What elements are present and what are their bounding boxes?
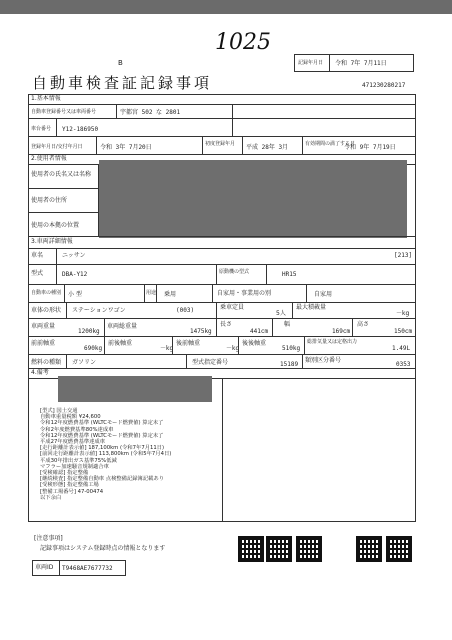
remark-line: 令和12年度燃費基準 (WLTCモード燃費値) 算定未了 — [40, 420, 164, 427]
maker-value: ニッサン — [62, 252, 86, 259]
qr-code — [238, 536, 264, 562]
height-label: 高さ — [357, 321, 370, 328]
remark-line: 平成30年排出ガス基準75%低減 — [40, 457, 117, 464]
qr-code — [356, 536, 382, 562]
maker-code: [213] — [394, 252, 413, 259]
use-label: 用途 — [146, 290, 157, 296]
weight-value: 1200kg — [78, 328, 100, 335]
fuel-value: ガソリン — [72, 359, 97, 366]
user-name-label: 使用者の氏名又は名称 — [31, 171, 92, 178]
max-load-value: －kg — [396, 310, 410, 317]
record-date-value: 令和 7年 7月11日 — [335, 60, 387, 67]
remark-line: 令和12年度燃費基準 (WLTCモード燃費値) 算定未了 — [40, 432, 164, 439]
type-no-label: 型式指定番号 — [192, 359, 229, 366]
remark-line: [前回走行距離計表示値] 113,800km (令和5年7月4日) — [40, 451, 172, 458]
rf-axle-label: 後前軸重 — [176, 340, 201, 347]
user-address-label: 使用者の住所 — [31, 197, 68, 204]
height-value: 150cm — [394, 328, 413, 335]
max-load-label: 最大積載量 — [296, 304, 327, 311]
reg-label: 自動車登録番号又は車両番号 — [31, 109, 97, 115]
qr-code — [266, 536, 292, 562]
kind-value: 小 型 — [68, 291, 82, 298]
redacted-remark — [58, 376, 212, 402]
type-no-value: 15189 — [280, 361, 299, 368]
record-date-box — [294, 54, 414, 72]
qr-code — [386, 536, 412, 562]
capacity-value: 5人 — [276, 310, 286, 317]
record-date-label: 記録年月日 — [298, 60, 324, 66]
gross-label: 車両総重量 — [107, 323, 138, 330]
fr-axle-label: 前後軸重 — [108, 340, 133, 347]
class-value: 0353 — [396, 361, 411, 368]
remark-line: 以下余白 — [40, 494, 62, 501]
handwritten-number: 1025 — [215, 30, 271, 55]
length-label: 長さ — [220, 321, 233, 328]
length-value: 441cm — [250, 328, 269, 335]
width-value: 169cm — [332, 328, 351, 335]
doc-number: 471230280217 — [362, 82, 406, 89]
first-reg-value: 令和 3年 7月20日 — [100, 144, 152, 151]
body-value: ステーションワゴン — [72, 307, 126, 314]
maker-label: 車名 — [31, 252, 44, 259]
first-reg-label: 登録年月日/交付年月日 — [31, 144, 83, 150]
body-label: 車体の形状 — [31, 307, 62, 314]
ff-axle-label: 前前軸重 — [31, 340, 56, 347]
document-title: 自動車検査証記録事項 — [32, 74, 213, 92]
section1-heading: 1.基本情報 — [31, 95, 61, 102]
top-scan-bar — [0, 0, 452, 14]
capacity-label: 乗車定員 — [220, 304, 245, 311]
qr-code — [296, 536, 322, 562]
displacement-label: 総排気量又は定格出力 — [307, 339, 358, 345]
remark-line: 令和2年度燃費基準80%達成車 — [40, 426, 114, 433]
expiry-value: 令和 9年 7月19日 — [344, 144, 396, 151]
displacement-value: 1.49L — [392, 345, 411, 352]
remark-line: 平成27年度燃費基準達成車 — [40, 439, 106, 446]
chassis-label: 車台番号 — [31, 126, 52, 132]
body-code: (003) — [176, 307, 195, 314]
use-value: 乗用 — [164, 291, 177, 298]
caution-heading: [注意事項] — [34, 535, 63, 542]
remark-line: [整備工場番号] 47-00474 — [40, 488, 104, 495]
remark-line: [型式] 国土交通 — [40, 408, 78, 414]
rr-axle-label: 後後軸重 — [242, 340, 267, 347]
remark-line: [受検確認] 指定整備 — [40, 470, 89, 477]
model-label: 型式 — [31, 270, 44, 277]
caution-text: 記録事項はシステム登録時点の情報となります — [40, 545, 166, 552]
private-label: 自家用・事業用の別 — [217, 290, 272, 297]
vehicle-id-value: T9468AE7677732 — [62, 565, 113, 572]
remark-line: [継続検査] 指定整備自動車 点検整備記録簿記載あり — [40, 476, 165, 483]
fuel-label: 燃料の種類 — [31, 359, 62, 366]
class-label: 類別区分番号 — [305, 357, 342, 364]
model-value: DBA-Y12 — [62, 271, 88, 278]
remark-line: [走行距離計表示値] 187,100km (令和7年7月11日) — [40, 445, 165, 452]
width-label: 幅 — [284, 321, 291, 328]
weight-label: 車両重量 — [31, 323, 56, 330]
kind-label: 自動車の種別 — [31, 290, 62, 296]
ff-axle-value: 690kg — [84, 345, 103, 352]
rf-axle-value: －kg — [226, 345, 240, 352]
remark-line: [受検形態] 指定整備工場 — [40, 482, 99, 489]
section3-heading: 3.車両詳細情報 — [31, 238, 73, 245]
first-year-value: 平成 28年 3月 — [246, 144, 289, 151]
private-value: 自家用 — [314, 291, 333, 298]
fr-axle-value: －kg — [160, 345, 174, 352]
vehicle-id-label: 車両ID — [35, 564, 54, 571]
reg-value: 宇都宮 502 な 2801 — [120, 109, 181, 116]
section4-heading: 4.備考 — [31, 369, 49, 376]
remark-line: マフラー加速騒音規制適合車 — [40, 463, 109, 470]
base-location-label: 使用の本拠の位置 — [31, 222, 80, 229]
first-year-label: 初度登録年月 — [205, 141, 236, 147]
section2-heading: 2.使用者情報 — [31, 155, 67, 162]
chassis-value: Y12-186950 — [62, 126, 99, 133]
redacted-user-info — [99, 160, 407, 238]
engine-value: HR15 — [282, 271, 297, 278]
remarks-list — [40, 408, 171, 501]
engine-label: 原動機の型式 — [219, 269, 250, 275]
gross-value: 1475kg — [190, 328, 212, 335]
letter-b: B — [118, 59, 123, 67]
remark-line: 自動車重量税額 ¥24,600 — [40, 414, 101, 421]
rr-axle-value: 510kg — [282, 345, 301, 352]
expiry-label: 有効期間の満了する日 — [305, 141, 356, 147]
